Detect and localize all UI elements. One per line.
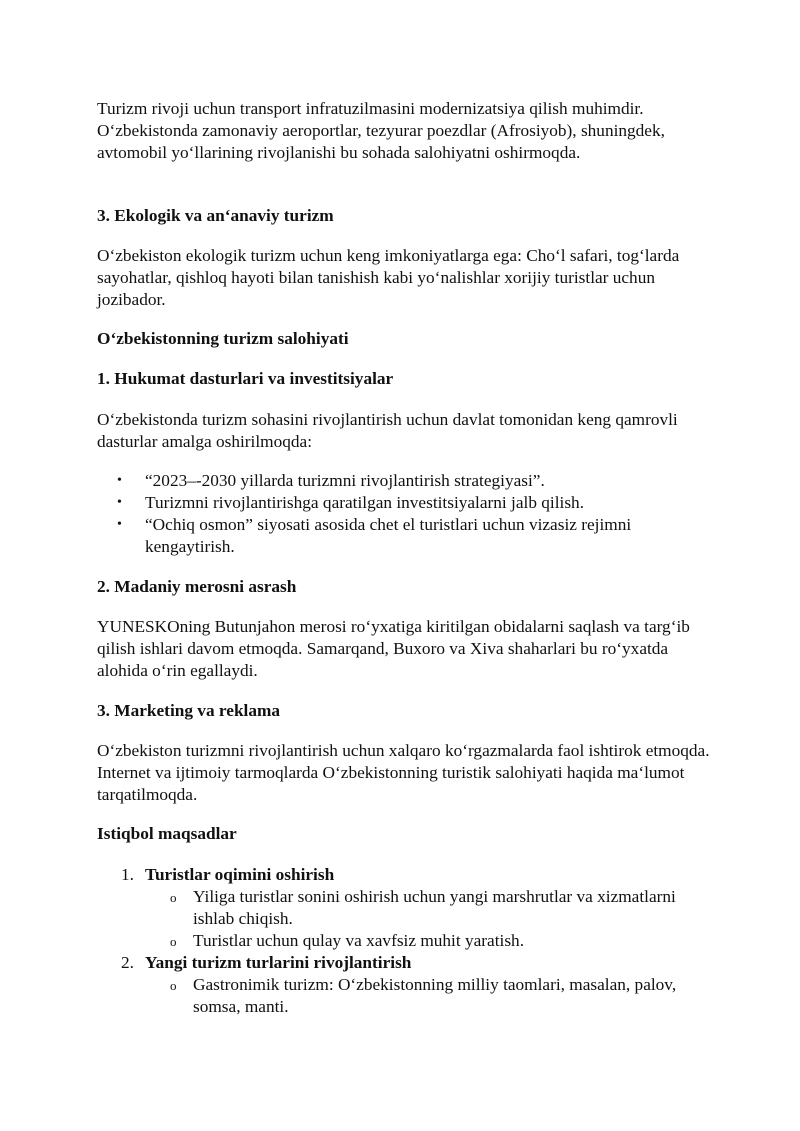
gov-heading: 1. Hukumat dasturlari va investitsiyalar — [97, 369, 394, 388]
list-number: 1. — [121, 865, 134, 884]
list-item — [97, 864, 717, 952]
goal-sub-list — [145, 974, 717, 1018]
marketing-heading: 3. Marketing va reklama — [97, 701, 281, 720]
bullet-icon: • — [117, 517, 122, 532]
gov-bullet-list — [97, 470, 717, 558]
circle-bullet-icon: o — [170, 978, 177, 993]
bullet-icon: • — [117, 473, 122, 488]
heritage-heading: 2. Madaniy merosni asrash — [97, 577, 297, 596]
circle-bullet-icon: o — [170, 890, 177, 905]
list-item: • Turizmni rivojlantirishga qaratilgan investitsiyalarni jalb qilish. — [117, 493, 585, 512]
goal-sub-list — [145, 886, 717, 952]
goal-title: Turistlar oqimini oshirish — [145, 865, 335, 884]
list-item: o Yiliga turistlar sonini oshirish uchun yangi marshrutlar va xizmatlarni ishlab chiqish. — [170, 887, 676, 928]
goals-list — [97, 864, 717, 1018]
heritage-paragraph: YUNESKOning Butunjahon merosi ro‘yxatiga kiritilgan obidalarni saqlash va targ‘ib qilish ishlari davom etmoqda. Samarqand, Buxoro va Xiva shaharlari bu ro‘yxatda alohida o‘rin egallaydi. — [97, 617, 690, 680]
marketing-paragraph: O‘zbekiston turizmni rivojlantirish uchun xalqaro ko‘rgazmalarda faol ishtirok etmoqda. Internet va ijtimoiy tarmoqlarda O‘zbekistonning turistik salohiyati haqida ma‘lumot tarqatilmoqda. — [97, 741, 710, 804]
eco-paragraph: O‘zbekiston ekologik turizm uchun keng imkoniyatlarga ega: Cho‘l safari, tog‘larda sayohatlar, qishloq hayoti bilan tanishish kabi yo‘nalishlar xorijiy turistlar uchun jozibador. — [97, 246, 680, 309]
list-item: o Turistlar uchun qulay va xavfsiz muhit yaratish. — [145, 930, 717, 952]
gov-paragraph: O‘zbekistonda turizm sohasini rivojlantirish uchun davlat tomonidan keng qamrovli dasturlar amalga oshirilmoqda: — [97, 410, 678, 451]
list-number: 2. — [121, 953, 134, 972]
intro-paragraph: Turizm rivoji uchun transport infratuzilmasini modernizatsiya qilish muhimdir. O‘zbekistonda zamonaviy aeroportlar, tezyurar poezdlar (Afrosiyob), shuningdek, avtomobil yo‘llarining rivojlanishi bu sohada salohiyatni oshirmoqda. — [97, 99, 665, 162]
list-item: • “Ochiq osmon” siyosati asosida chet el turistlari uchun vizasiz rejimni kengaytirish. — [117, 515, 632, 556]
bullet-icon: • — [117, 495, 122, 510]
main-heading: O‘zbekistonning turizm salohiyati — [97, 329, 349, 348]
circle-bullet-icon: o — [170, 934, 177, 949]
list-item — [97, 952, 717, 1018]
list-item: o Gastronimik turizm: O‘zbekistonning milliy taomlari, masalan, palov, somsa, manti. — [170, 975, 677, 1016]
goal-title: Yangi turizm turlarini rivojlantirish — [145, 953, 412, 972]
goals-heading: Istiqbol maqsadlar — [97, 824, 237, 843]
eco-heading: 3. Ekologik va an‘anaviy turizm — [97, 206, 334, 225]
list-item: • “2023–-2030 yillarda turizmni rivojlantirish strategiyasi”. — [117, 471, 545, 490]
